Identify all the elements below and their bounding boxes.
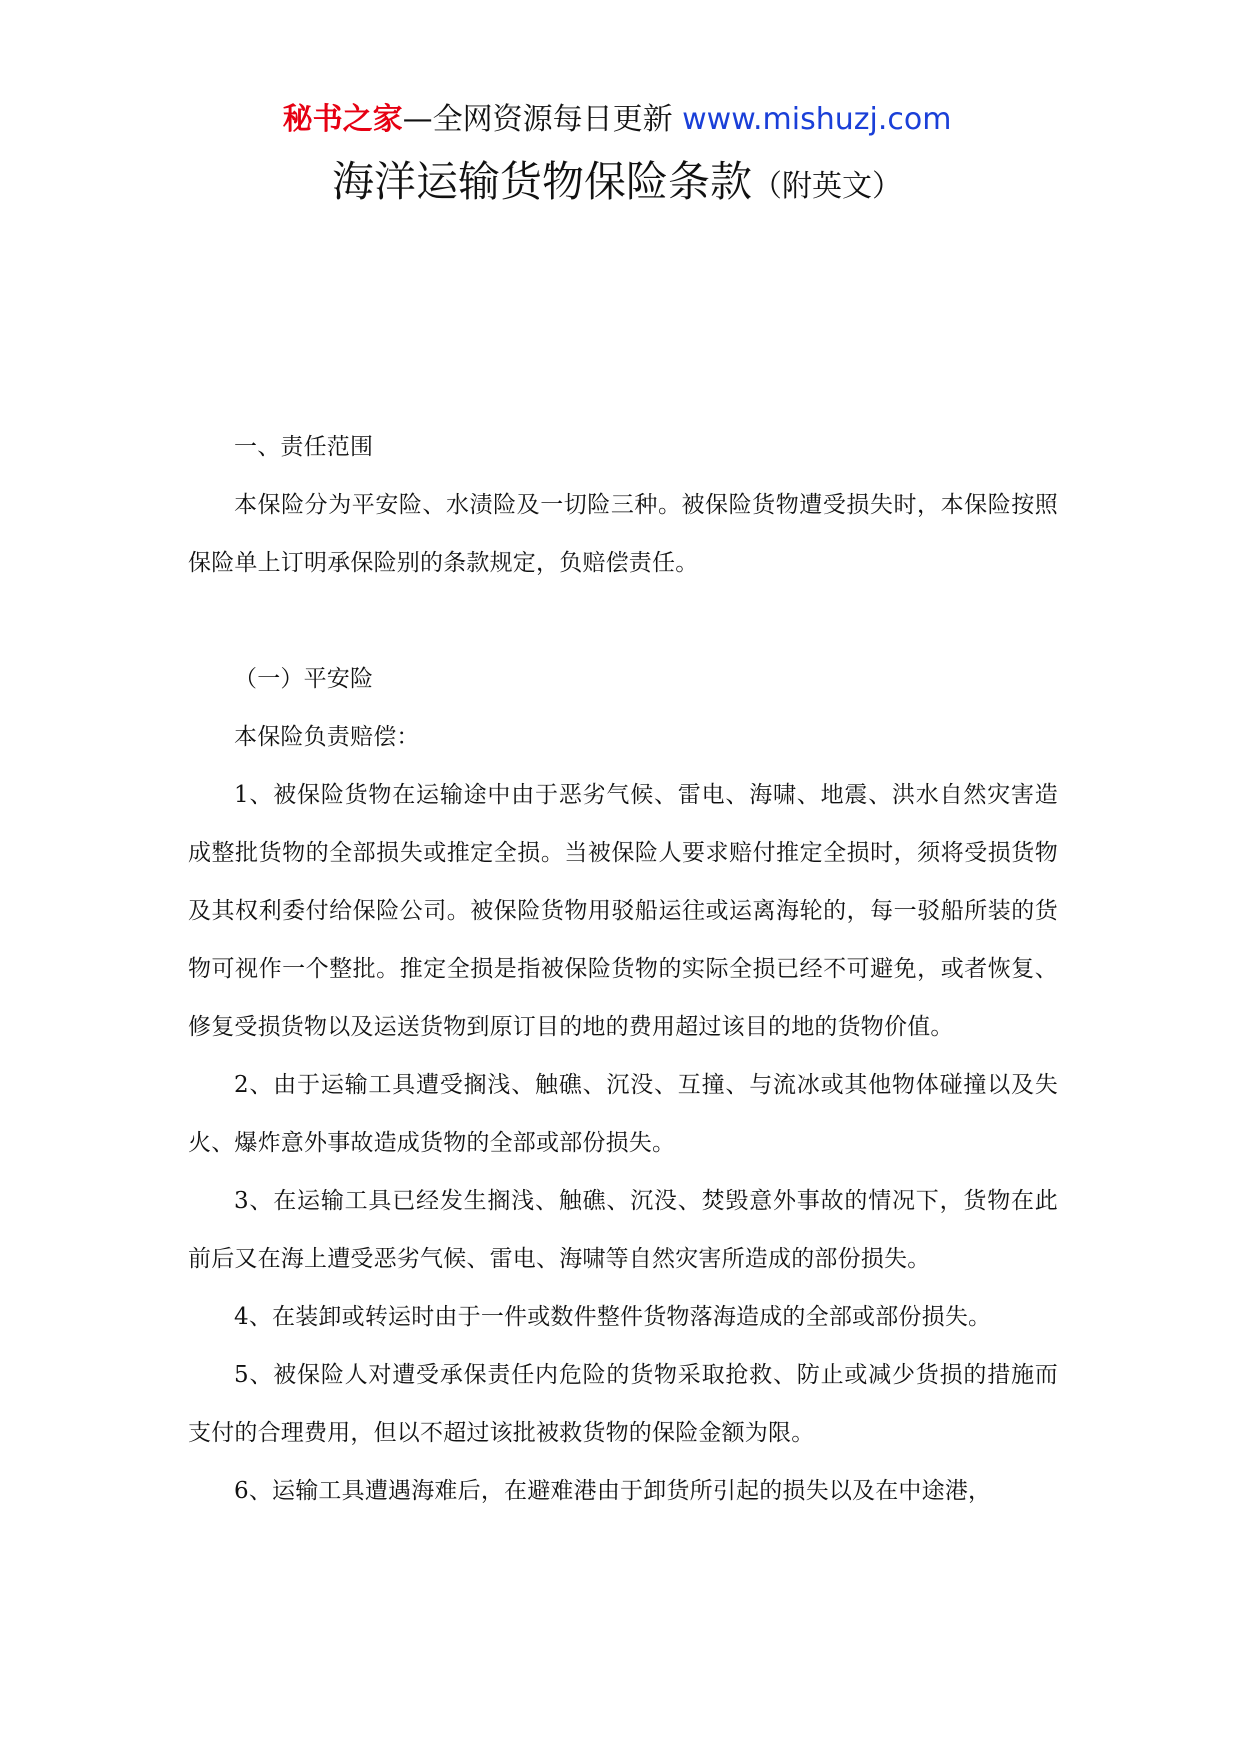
clause-item-1: 1、被保险货物在运输途中由于恶劣气候、雷电、海啸、地震、洪水自然灾害造成整批货物的全部损失或推定全损。当被保险人要求赔付推定全损时，须将受损货物及其权利委付给保险公司。被保险货物用驳船运往或运离海轮的，每一驳船所装的货物可视作一个整批。推定全损是指被保险货物的实际全损已经不可避免，或者恢复、修复受损货物以及运送货物到原订目的地的费用超过该目的地的货物价值。: [188, 782, 1058, 1040]
paragraph-spacer: [188, 592, 1058, 650]
banner-brand: 秘书之家: [282, 102, 403, 137]
section-heading: 一、责任范围: [234, 434, 374, 460]
clause-item-3: 3、在运输工具已经发生搁浅、触礁、沉没、焚毁意外事故的情况下，货物在此前后又在海上遭受恶劣气候、雷电、海啸等自然灾害所造成的部份损失。: [188, 1188, 1058, 1272]
section-intro-paragraph: 本保险分为平安险、水渍险及一切险三种。被保险货物遭受损失时，本保险按照保险单上订明承保险别的条款规定，负赔偿责任。: [188, 492, 1058, 576]
subsection-intro: 本保险负责赔偿：: [234, 724, 420, 750]
subsection-heading: （一）平安险: [234, 666, 374, 692]
clause-item-6: 6、运输工具遭遇海难后，在避难港由于卸货所引起的损失以及在中途港，: [234, 1478, 992, 1504]
banner-url-link[interactable]: www.mishuzj.com: [682, 102, 952, 137]
document-title: [0, 152, 1234, 221]
document-title-subtitle: （附英文）: [752, 169, 902, 204]
document-body: [188, 418, 1058, 1520]
clause-item-5: 5、被保险人对遭受承保责任内危险的货物采取抢救、防止或减少货损的措施而支付的合理费用，但以不超过该批被救货物的保险金额为限。: [188, 1362, 1058, 1446]
banner-tagline: —全网资源每日更新: [402, 102, 683, 137]
site-banner: [0, 100, 1234, 140]
clause-item-2: 2、由于运输工具遭受搁浅、触礁、沉没、互撞、与流冰或其他物体碰撞以及失火、爆炸意外事故造成货物的全部或部份损失。: [188, 1072, 1058, 1156]
clause-item-4: 4、在装卸或转运时由于一件或数件整件货物落海造成的全部或部份损失。: [234, 1304, 992, 1330]
document-title-main: 海洋运输货物保险条款: [331, 157, 752, 206]
